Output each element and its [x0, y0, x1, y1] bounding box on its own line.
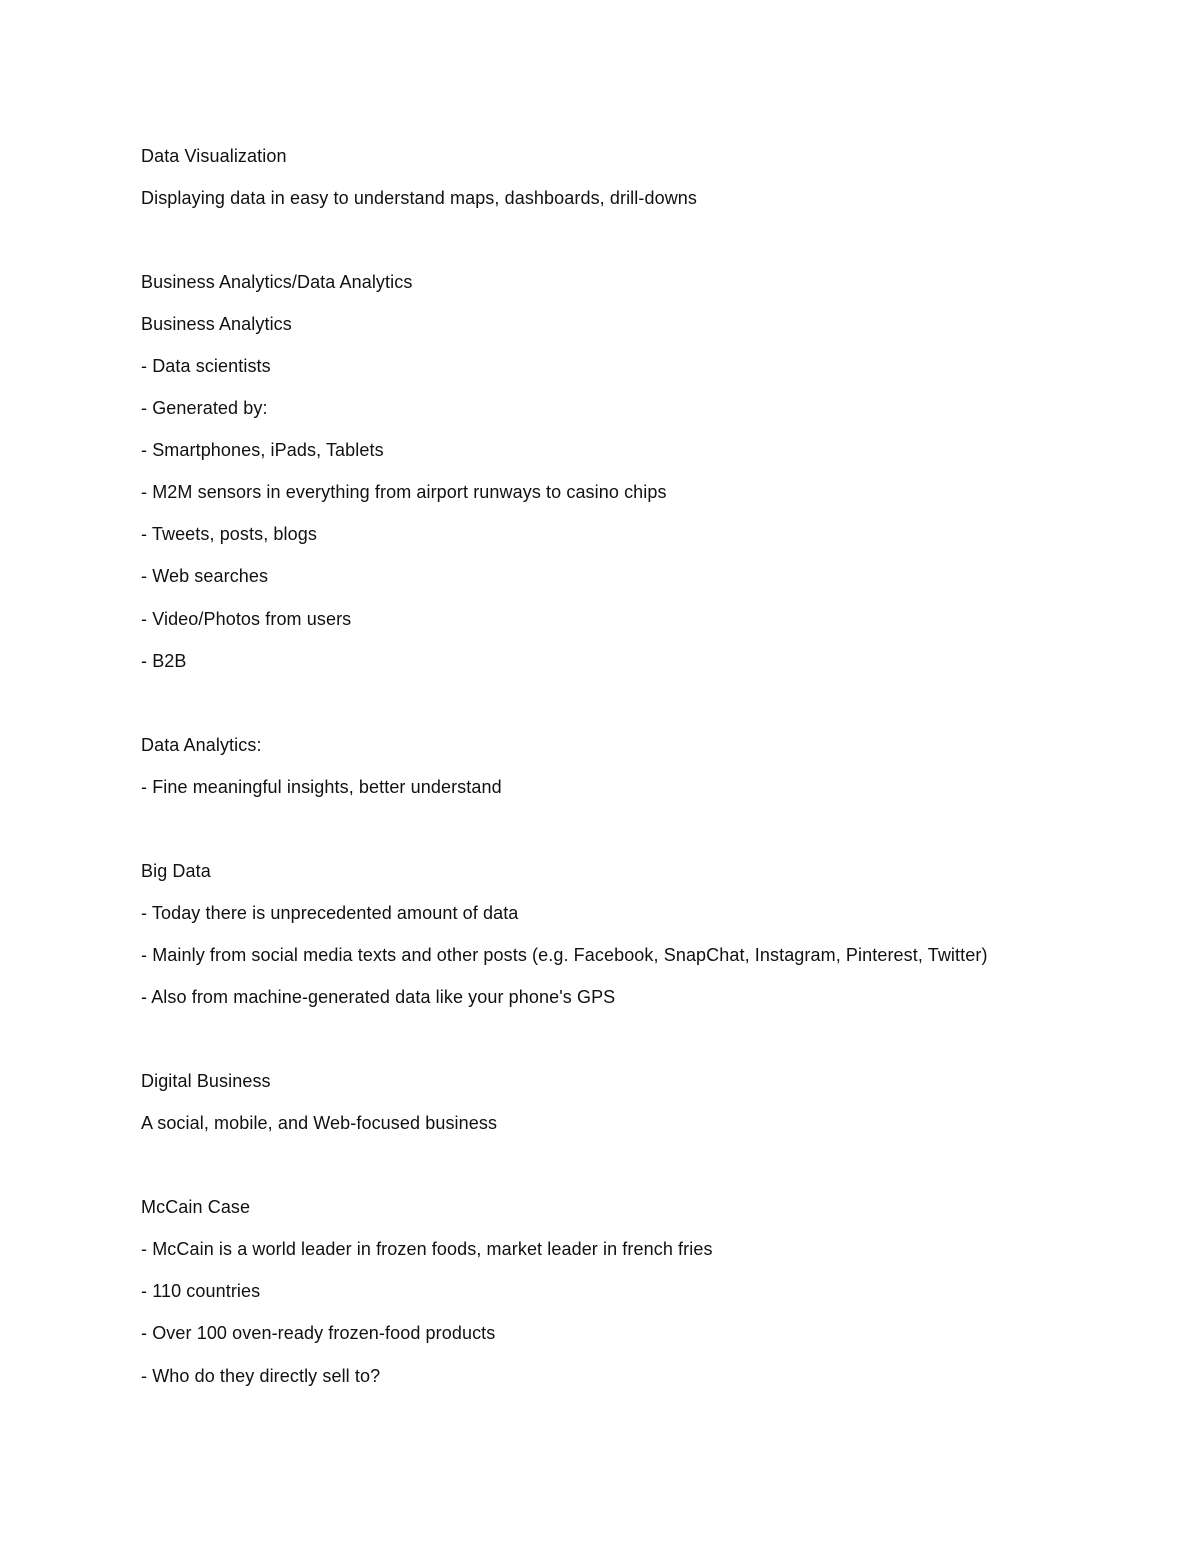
list-item: - Fine meaningful insights, better understand [141, 777, 502, 797]
text-line: Displaying data in easy to understand maps, dashboards, drill-downs [141, 188, 698, 208]
text-line: A social, mobile, and Web-focused business [141, 1113, 498, 1133]
list-item: - McCain is a world leader in frozen foods, market leader in french fries [141, 1239, 713, 1259]
heading-digital-business: Digital Business [141, 1071, 271, 1091]
heading-data-analytics: Data Analytics: [141, 735, 262, 755]
list-item: - Smartphones, iPads, Tablets [141, 440, 384, 460]
list-item: - Tweets, posts, blogs [141, 524, 317, 544]
heading-mccain-case: McCain Case [141, 1197, 251, 1217]
list-item: - Data scientists [141, 356, 271, 376]
heading-business-analytics: Business Analytics [141, 314, 292, 334]
list-item: - B2B [141, 651, 187, 671]
heading-business-data-analytics: Business Analytics/Data Analytics [141, 272, 413, 292]
list-item: - M2M sensors in everything from airport runways to casino chips [141, 482, 667, 502]
list-item: - Over 100 oven-ready frozen-food products [141, 1323, 496, 1343]
heading-big-data: Big Data [141, 861, 211, 881]
heading-data-visualization: Data Visualization [141, 146, 287, 166]
list-item: - Web searches [141, 566, 269, 586]
list-item: - Today there is unprecedented amount of data [141, 903, 519, 923]
list-item: - Video/Photos from users [141, 609, 352, 629]
list-item: - Who do they directly sell to? [141, 1366, 381, 1386]
list-item: - Generated by: [141, 398, 268, 418]
list-item: - Also from machine-generated data like your phone's GPS [141, 987, 616, 1007]
list-item: - 110 countries [141, 1281, 261, 1301]
list-item: - Mainly from social media texts and other posts (e.g. Facebook, SnapChat, Instagram, Pinterest, Twitter) [141, 945, 988, 965]
